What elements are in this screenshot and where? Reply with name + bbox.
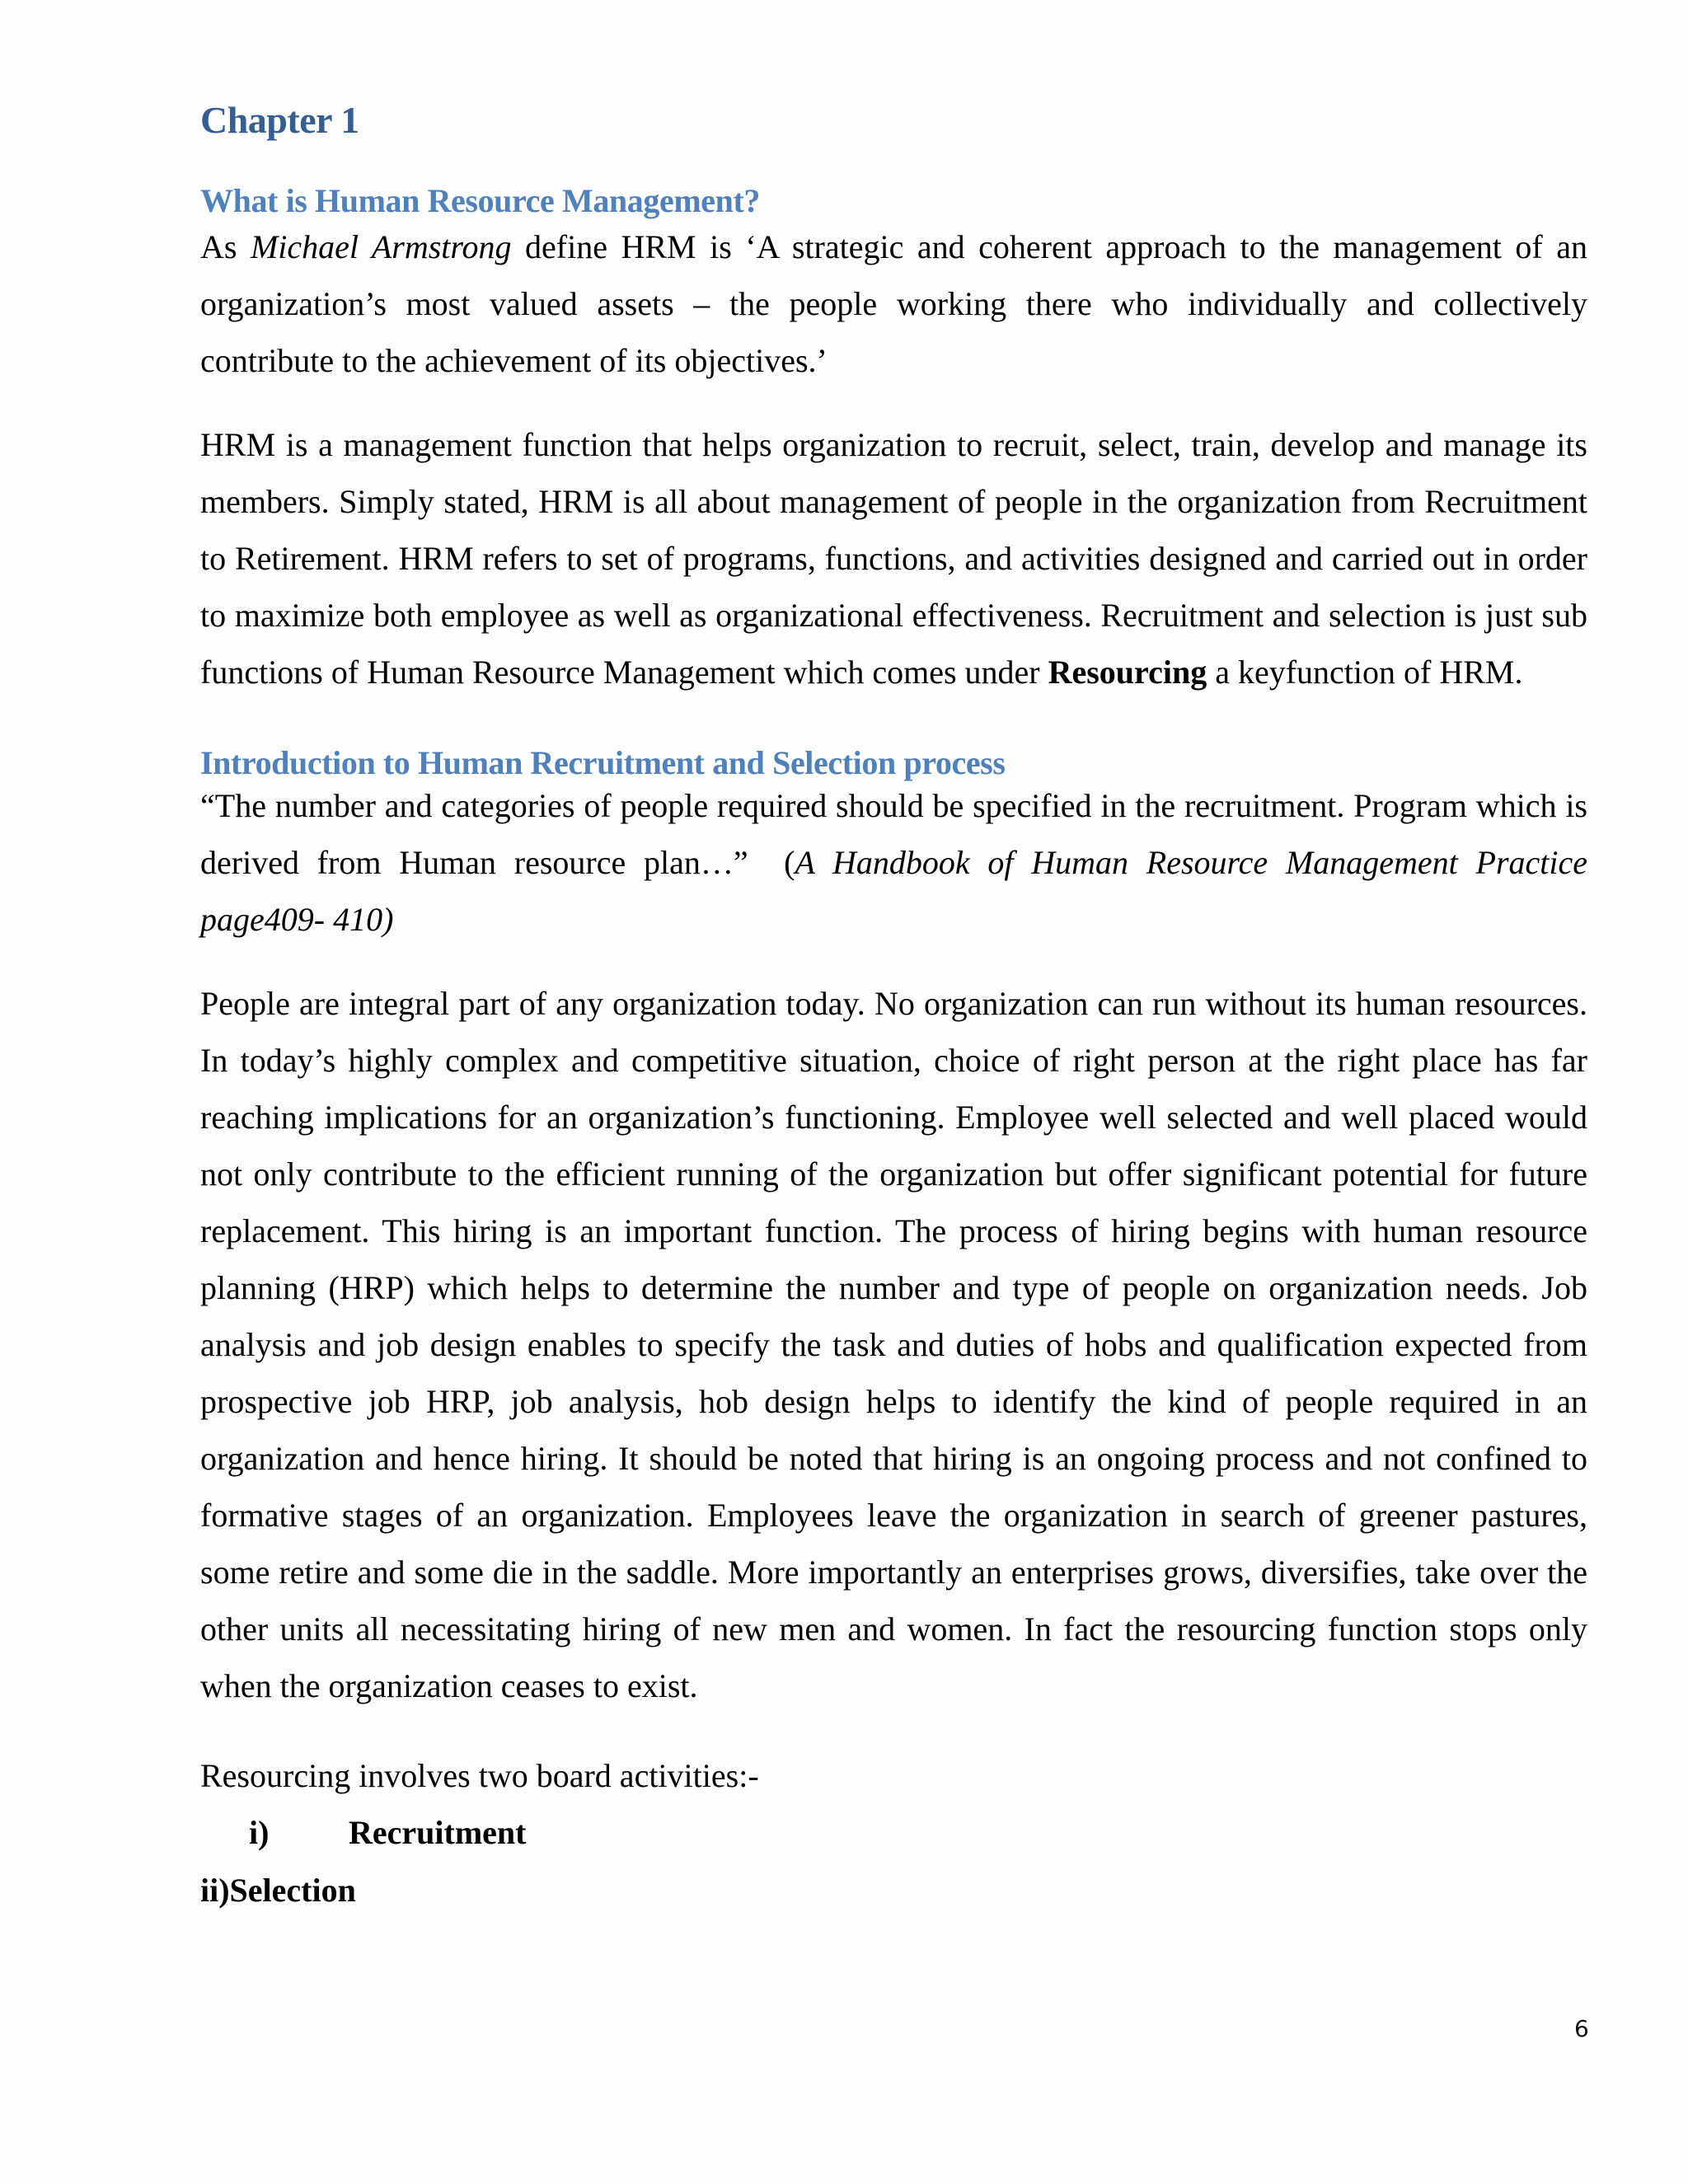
paragraph-people-integral <box>200 975 1587 1714</box>
text-line: reaching implications for an organization’s functioning. Employee well selected and well placed would <box>200 1099 1587 1136</box>
text-line <box>200 834 1587 891</box>
text-line: prospective job HRP, job analysis, hob design helps to identify the kind of people required in an <box>200 1383 1587 1420</box>
citation-pages: page409- 410) <box>200 901 394 938</box>
paragraph-armstrong-definition <box>200 218 1587 389</box>
text-line: not only contribute to the efficient running of the organization but offer significant potential for future <box>200 1155 1587 1193</box>
text-segment: derived from Human resource plan…” ( <box>200 844 795 881</box>
section-heading-introduction: Introduction to Human Recruitment and Selection process <box>200 744 1006 781</box>
list-marker-2: ii) <box>200 1872 230 1909</box>
text-line: organization and hence hiring. It should be noted that hiring is an ongoing process and not confined to <box>200 1440 1587 1477</box>
text-line: some retire and some die in the saddle. More importantly an enterprises grows, diversifies, take over the <box>200 1554 1587 1591</box>
list-item-recruitment: Recruitment <box>349 1814 527 1851</box>
author-name: Michael Armstrong <box>250 228 512 265</box>
emphasis-resourcing: Resourcing <box>1048 654 1207 691</box>
list-item-selection <box>200 1862 356 1919</box>
text-line: contribute to the achievement of its objectives.’ <box>200 342 828 379</box>
text-line: to maximize both employee as well as organizational effectiveness. Recruitment and selection is just sub <box>200 597 1587 634</box>
text-segment: functions of Human Resource Management which comes under <box>200 654 1048 691</box>
paragraph-handbook-quote <box>200 777 1587 948</box>
text-line <box>200 644 1587 701</box>
list-marker-1: i) <box>249 1814 270 1851</box>
text-line: analysis and job design enables to specify the task and duties of hobs and qualification expected from <box>200 1326 1587 1363</box>
text-segment: define HRM is ‘A strategic and coherent approach to the management of an <box>511 228 1588 265</box>
text-line: People are integral part of any organization today. No organization can run without its human resources. <box>200 985 1587 1022</box>
section-heading-what-is-hrm: What is Human Resource Management? <box>200 182 760 219</box>
citation-title: A Handbook of Human Resource Management Practice <box>795 844 1587 881</box>
text-segment: a keyfunction of HRM. <box>1207 654 1523 691</box>
text-line: when the organization ceases to exist. <box>200 1667 698 1704</box>
text-line: organization’s most valued assets – the people working there who individually and collectively <box>200 285 1587 322</box>
text-line: replacement. This hiring is an important function. The process of hiring begins with human resource <box>200 1212 1587 1249</box>
paragraph-resourcing-activities <box>200 1747 1587 1804</box>
chapter-title: Chapter 1 <box>200 99 359 141</box>
text-line: members. Simply stated, HRM is all about management of people in the organization from Recruitment <box>200 483 1587 520</box>
text-line: “The number and categories of people required should be specified in the recruitment. Program which is <box>200 787 1587 824</box>
text-line: In today’s highly complex and competitive situation, choice of right person at the right place has far <box>200 1042 1587 1079</box>
list-item-label: Selection <box>229 1872 356 1909</box>
text-line <box>200 218 1587 275</box>
text-line: Resourcing involves two board activities:- <box>200 1757 759 1794</box>
text-line: to Retirement. HRM refers to set of programs, functions, and activities designed and carried out in order <box>200 540 1587 577</box>
text-line: HRM is a management function that helps organization to recruit, select, train, develop and manage its <box>200 426 1587 463</box>
text-line: formative stages of an organization. Employees leave the organization in search of greener pastures, <box>200 1497 1587 1534</box>
text-segment: As <box>200 228 251 265</box>
paragraph-hrm-function <box>200 416 1587 701</box>
text-line: planning (HRP) which helps to determine the number and type of people on organization needs. Job <box>200 1269 1587 1306</box>
text-line: other units all necessitating hiring of new men and women. In fact the resourcing function stops only <box>200 1610 1587 1647</box>
page-number: 6 <box>1574 2015 1589 2042</box>
